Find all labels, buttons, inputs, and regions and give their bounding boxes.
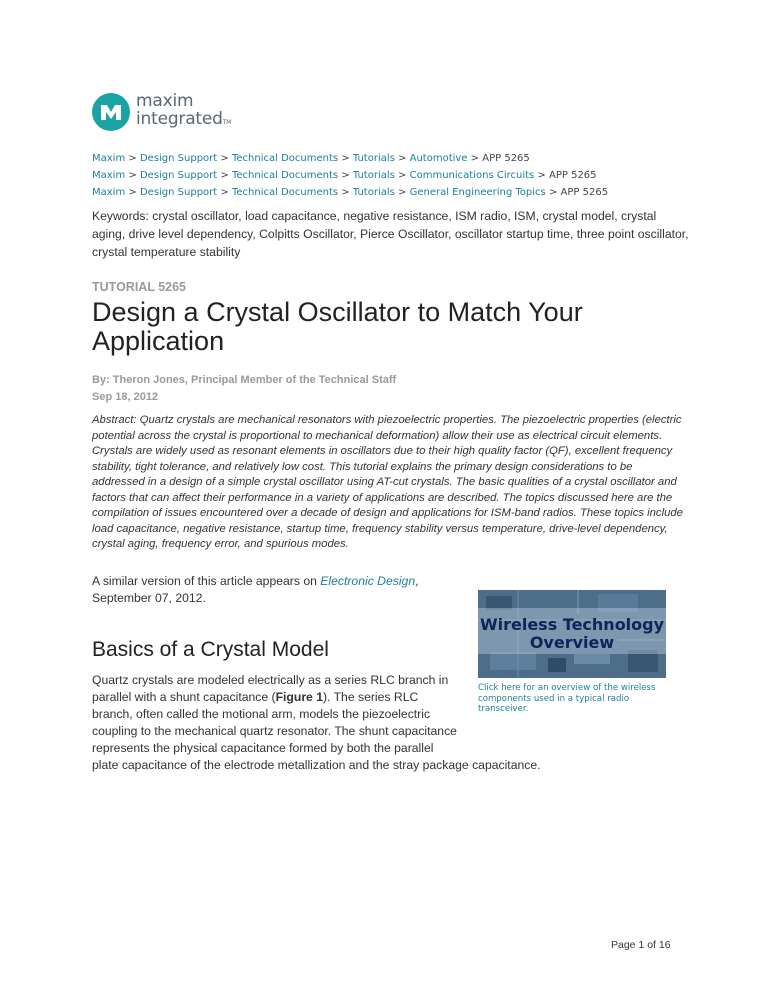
breadcrumb-current: APP 5265 (560, 187, 609, 198)
breadcrumb-link[interactable]: Technical Documents (231, 187, 339, 198)
page-number: Page 1 of 16 (611, 939, 671, 951)
breadcrumb-current: APP 5265 (549, 170, 597, 181)
breadcrumb-link[interactable]: General Engineering Topics (409, 187, 546, 198)
breadcrumb-link[interactable]: Maxim (92, 153, 126, 164)
breadcrumb: Maxim > Design Support > Technical Documents > Tutorials > Communications Circuits > APP 5265 (92, 170, 597, 181)
banner-caption-link[interactable]: Click here for an overview of the wireless components used in a typical radio transceiver. (478, 683, 656, 714)
similar-version-note: A similar version of this article appears on Electronic Design, September 07, 2012. (92, 574, 419, 605)
maxim-logo[interactable] (92, 92, 231, 132)
breadcrumb-link[interactable]: Design Support (139, 170, 218, 181)
tutorial-label: TUTORIAL 5265 (92, 280, 187, 294)
page-title: Design a Crystal Oscillator to Match Your Application (92, 297, 583, 356)
section-heading: Basics of a Crystal Model (92, 638, 329, 661)
breadcrumb-link[interactable]: Tutorials (352, 187, 395, 198)
logo-wordmark: maxim integratedTM (136, 91, 232, 129)
byline (92, 372, 396, 406)
breadcrumb-current: APP 5265 (482, 153, 530, 164)
breadcrumb-link[interactable]: Tutorials (352, 170, 395, 181)
keywords: Keywords: crystal oscillator, load capacitance, negative resistance, ISM radio, ISM, crystal model, crystal aging, drive level dependency, Colpitts Oscillator, Pierce Oscillator, oscillator startup time, three point oscillator, crystal temperature stability (92, 209, 689, 259)
abstract: Abstract: Quartz crystals are mechanical resonators with piezoelectric properties. The piezoelectric properties (electric potential across the crystal is proportional to mechanical deformation) allow their use as electrical circuit elements. Crystals are widely used as resonant elements in oscillators due to their high quality factor (QF), excellent frequency stability, tight tolerance, and relatively low cost. This tutorial explains the primary design considerations to be addressed in a design of a simple crystal oscillator using AT-cut crystals. The basic qualities of a crystal oscillator and factors that can affect their performance in a variety of applications are described. The topics discussed here are the compilation of issues encountered over a decade of design and applications for ISM-band radios. These topics include load capacitance, negative resistance, startup time, frequency stability versus temperature, drive-level dependency, crystal aging, frequency error, and spurious modes. (92, 414, 683, 550)
body-paragraph (92, 672, 732, 774)
publish-date: Sep 18, 2012 (92, 391, 159, 403)
breadcrumb: Maxim > Design Support > Technical Documents > Tutorials > Automotive > APP 5265 (92, 153, 530, 164)
breadcrumb-link[interactable]: Technical Documents (231, 170, 339, 181)
body-line: Quartz crystals are modeled electrically as a series RLC branch in (92, 673, 449, 687)
breadcrumb-link[interactable]: Technical Documents (231, 153, 339, 164)
breadcrumb: Maxim > Design Support > Technical Documents > Tutorials > General Engineering Topics > APP 5265 (92, 187, 609, 198)
breadcrumb-link[interactable]: Automotive (409, 153, 468, 164)
figure-1-reference: Figure 1 (275, 690, 323, 704)
breadcrumb-link[interactable]: Maxim (92, 187, 126, 198)
body-line: represents the physical capacitance formed by both the parallel (92, 741, 434, 755)
electronic-design-link[interactable]: Electronic Design (320, 574, 416, 588)
body-line: branch, often called the motional arm, models the piezoelectric (92, 707, 431, 721)
breadcrumb-link[interactable]: Design Support (139, 153, 218, 164)
author: By: Theron Jones, Principal Member of the Technical Staff (92, 374, 397, 386)
wireless-overview-banner[interactable] (478, 590, 666, 678)
breadcrumbs (92, 150, 608, 201)
maxim-logo-icon (92, 93, 130, 131)
body-line: parallel with a shunt capacitance (Figure 1). The series RLC (92, 690, 419, 704)
breadcrumb-link[interactable]: Design Support (139, 187, 218, 198)
breadcrumb-link[interactable]: Maxim (92, 170, 126, 181)
body-line: plate capacitance of the electrode metallization and the stray package capacitance. (92, 758, 541, 772)
banner-title: Wireless Technology Overview (479, 615, 665, 652)
body-line: coupling to the mechanical quartz resonator. The shunt capacitance (92, 724, 457, 738)
breadcrumb-link[interactable]: Tutorials (352, 153, 395, 164)
breadcrumb-link[interactable]: Communications Circuits (409, 170, 535, 181)
